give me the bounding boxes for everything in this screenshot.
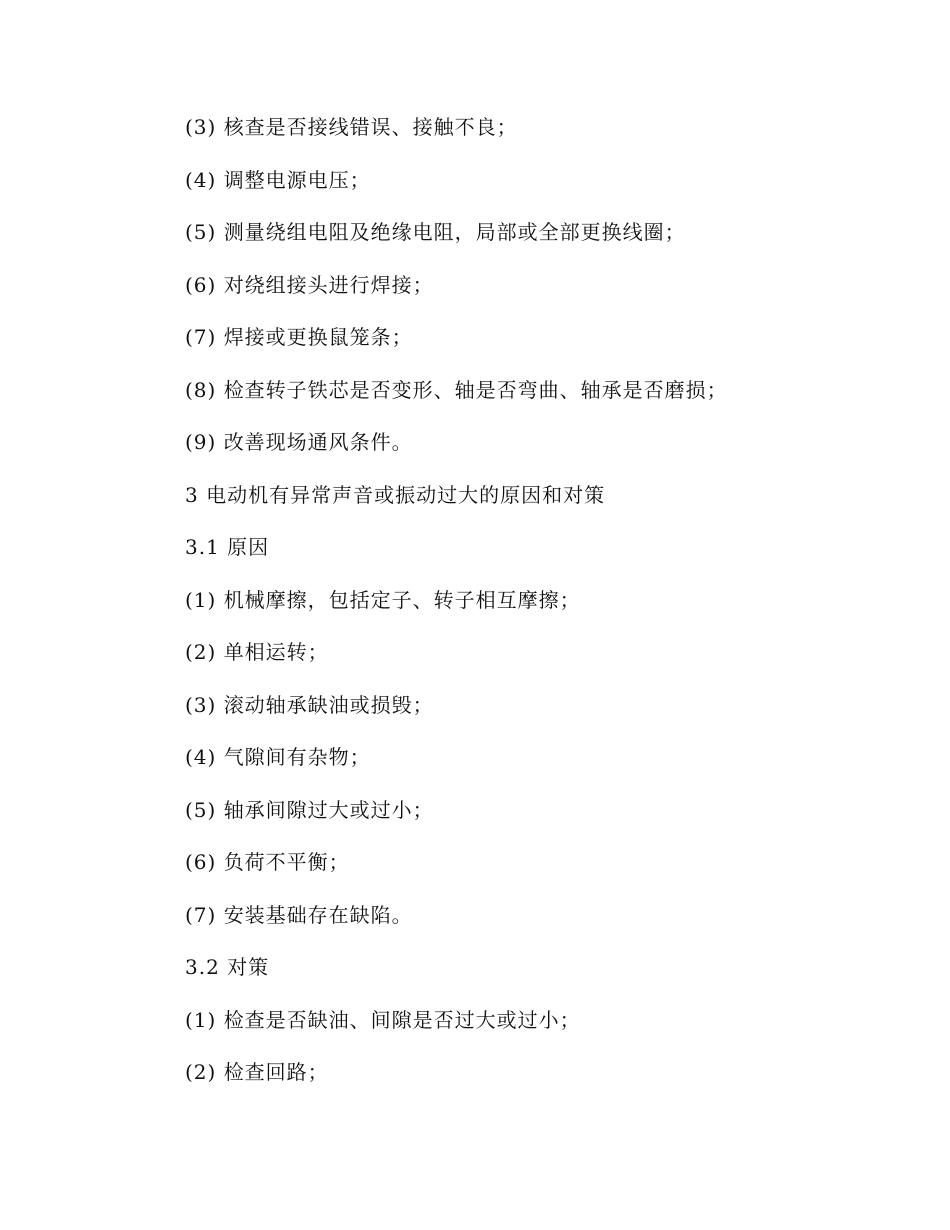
list-item-cause-1: (1) 机械摩擦，包括定子、转子相互摩擦；: [185, 587, 581, 612]
list-item-fix-6: (6) 对绕组接头进行焊接；: [185, 272, 434, 297]
list-item-cause-4: (4) 气隙间有杂物；: [185, 745, 371, 769]
list-item-fix-3: (3) 核查是否接线错误、接触不良；: [185, 115, 518, 139]
list-item-cause-7: (7) 安装基础存在缺陷。: [185, 902, 413, 927]
list-item-fix-8: (8) 检查转子铁芯是否变形、轴是否弯曲、轴承是否磨损；: [185, 377, 728, 402]
subsection-heading-3-2: 3.2 对策: [185, 955, 270, 979]
list-item-cause-5: (5) 轴承间隙过大或过小；: [185, 797, 434, 822]
list-item-fix-5: (5) 测量绕组电阻及绝缘电阻，局部或全部更换线圈；: [185, 220, 686, 244]
list-item-cause-6: (6) 负荷不平衡；: [185, 850, 350, 874]
list-item-measure-1: (1) 检查是否缺油、间隙是否过大或过小；: [185, 1007, 581, 1032]
list-item-cause-2: (2) 单相运转；: [185, 640, 329, 664]
list-item-measure-2: (2) 检查回路；: [185, 1060, 329, 1084]
list-item-fix-9: (9) 改善现场通风条件。: [185, 430, 413, 454]
list-item-cause-3: (3) 滚动轴承缺油或损毁；: [185, 692, 434, 717]
document-body: [185, 109, 885, 1107]
list-item-fix-4: (4) 调整电源电压；: [185, 167, 371, 192]
section-heading-3: 3 电动机有异常声音或振动过大的原因和对策: [185, 482, 606, 507]
list-item-fix-7: (7) 焊接或更换鼠笼条；: [185, 325, 413, 349]
subsection-heading-3-1: 3.1 原因: [185, 535, 270, 559]
